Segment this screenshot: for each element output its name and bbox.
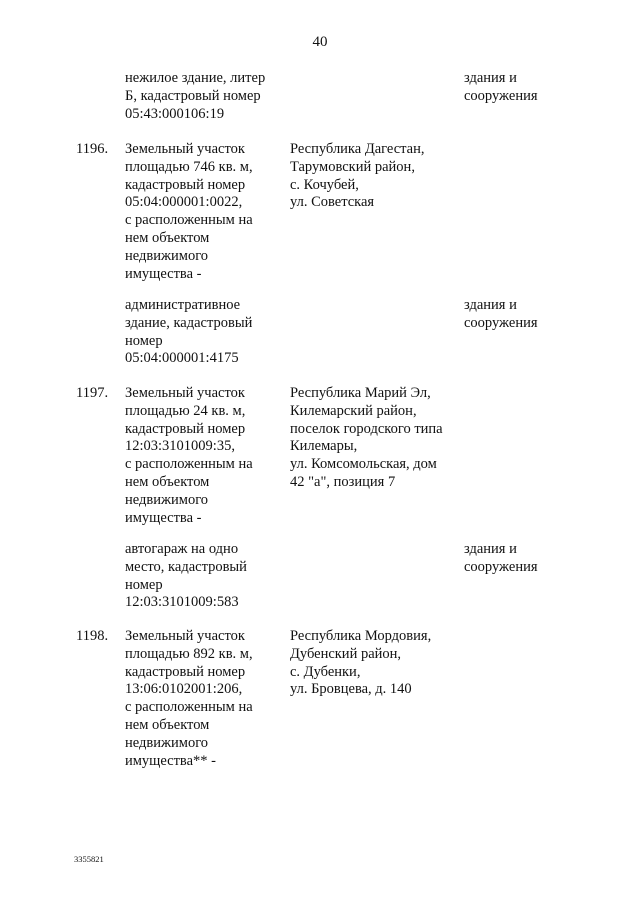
object-description: Земельный участок площадью 892 кв. м, кадастровый номер 13:06:0102001:206, с расположенным на нем объектом недвижимого имущества** - xyxy=(125,628,253,769)
object-category: здания и сооружения xyxy=(464,70,538,104)
object-description: нежилое здание, литер Б, кадастровый номер 05:43:000106:19 xyxy=(125,70,266,122)
object-description: Земельный участок площадью 24 кв. м, кадастровый номер 12:03:3101009:35, с расположенным на нем объектом недвижимого имущества - xyxy=(125,385,253,526)
object-description: административное здание, кадастровый номер 05:04:000001:4175 xyxy=(125,297,253,367)
row-number: 1197. xyxy=(76,385,109,401)
row-number: 1196. xyxy=(76,141,109,157)
document-code: 3355821 xyxy=(74,854,104,864)
row-number: 1198. xyxy=(76,628,109,644)
object-address: Республика Марий Эл, Килемарский район, поселок городского типа Килемары, ул. Комсомольская, дом 42 "а", позиция 7 xyxy=(290,385,443,490)
object-category: здания и сооружения xyxy=(464,297,538,331)
page-number: 40 xyxy=(312,34,328,50)
object-category: здания и сооружения xyxy=(464,541,538,575)
object-description: автогараж на одно место, кадастровый номер 12:03:3101009:583 xyxy=(125,541,247,611)
object-address: Республика Дагестан, Тарумовский район, с. Кочубей, ул. Советская xyxy=(290,141,425,211)
object-address: Республика Мордовия, Дубенский район, с. Дубенки, ул. Бровцева, д. 140 xyxy=(290,628,432,698)
object-description: Земельный участок площадью 746 кв. м, кадастровый номер 05:04:000001:0022, с расположенным на нем объектом недвижимого имущества - xyxy=(125,141,253,282)
